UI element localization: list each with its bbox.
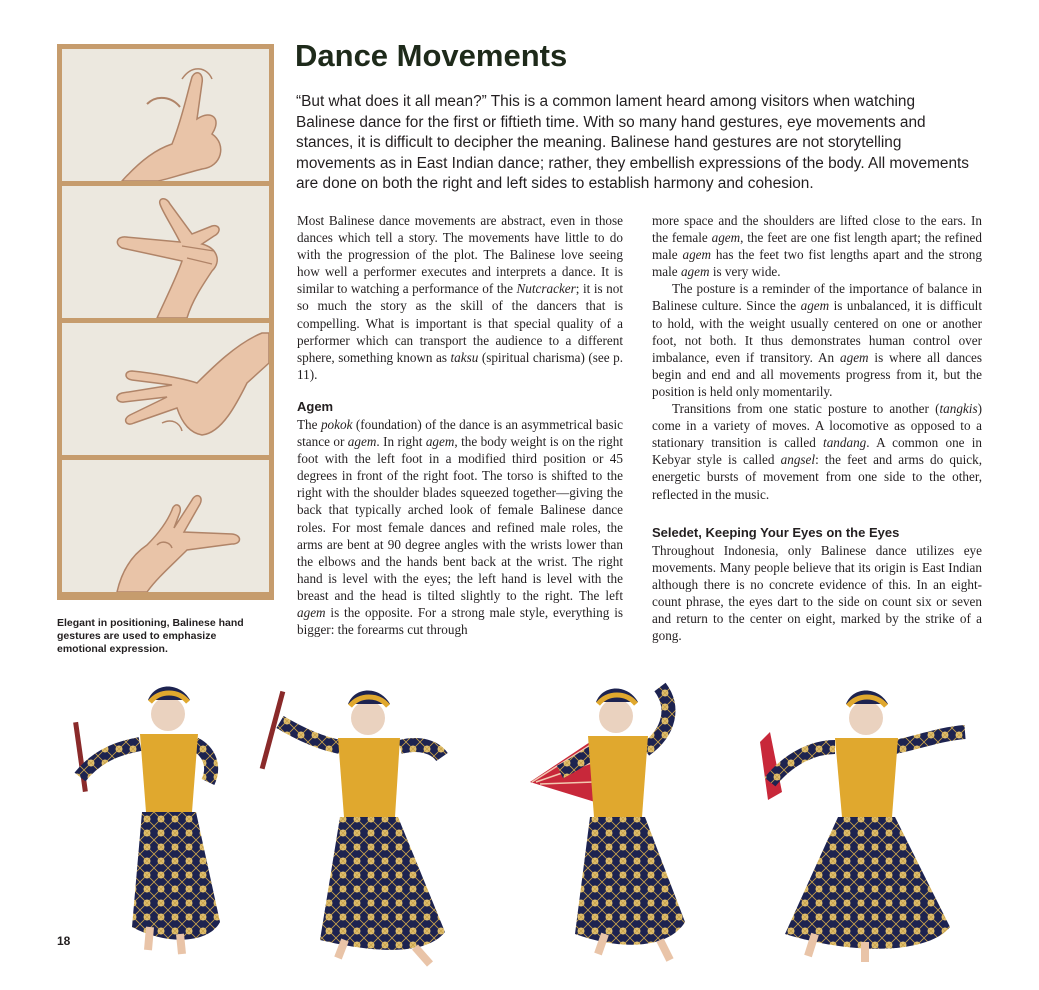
hand-gesture-photo-4 bbox=[62, 460, 269, 592]
paragraph-balance: The posture is a reminder of the importance of balance in Balinese culture. Since the agem is unbalanced, it is difficult to hold, with the weight usually centered on one or another foot, not both. It thus demonstrates human control over imbalance, even if transitory. An agem is where all dances begin and end and all movements progress from it, but the position is held only momentarily. bbox=[652, 281, 982, 399]
paragraph-agem-continued: more space and the shoulders are lifted close to the ears. In the female agem, the feet are one fist length apart; the refined male agem has the feet two fist lengths apart and the strong male agem is very wide. bbox=[652, 213, 983, 280]
dancer-figure-4 bbox=[760, 691, 965, 963]
left-text-column bbox=[297, 212, 623, 638]
image-caption: Elegant in positioning, Balinese hand gestures are used to emphasize emotional expression. bbox=[57, 617, 244, 655]
right-text-column bbox=[652, 212, 982, 644]
dancer-figure-3 bbox=[530, 687, 685, 960]
heading-seledet: Seledet, Keeping Your Eyes on the Eyes bbox=[652, 524, 900, 540]
dancer-figure-2 bbox=[260, 691, 445, 965]
dancer-photos bbox=[70, 672, 990, 972]
hand-gesture-image-strip bbox=[57, 44, 274, 600]
page-title: Dance Movements bbox=[295, 38, 568, 73]
paragraph-transitions: Transitions from one static posture to another (tangkis) come in a variety of moves. A locomotive as opposed to a stationary transition is called tandang. A common one in Kebyar style is called angsel: the feet and arms do quick, energetic bursts of movement from one side to the other, reflected in the music. bbox=[652, 401, 982, 502]
paragraph-agem: The pokok (foundation) of the dance is an asymmetrical basic stance or agem. In right agem, the body weight is on the right foot with the left foot in a modified third position or 45 degrees in front of the right foot. The torso is shifted to the right with the shoulder blades squeezed together—giving the back that typically arched look of female Balinese dance roles. For most female dances and refined male roles, the arms are bent at 90 degree angles with the wrists lower than the elbows and the hands bent back at the wrist. The right hand is level with the eyes; the left hand is level with the breast and the head is tilted slightly to the right. The left agem is the opposite. For a strong male style, everything is bigger: the forearms cut through bbox=[297, 416, 623, 638]
hand-gesture-photo-3 bbox=[62, 323, 269, 455]
hand-gesture-photo-2 bbox=[62, 186, 269, 318]
intro-paragraph: “But what does it all mean?” This is a common lament heard among visitors when watching Balinese dance for the first or fiftieth time. With so many hand gestures, eye movements and stances, it is difficult to decipher the meaning. Balinese hand gestures are not storytelling movements as in East Indian dance; rather, they embellish expressions of the body. All movements are done on both the right and left sides to establish harmony and cohesion. bbox=[296, 93, 969, 192]
page-number: 18 bbox=[57, 934, 71, 948]
hand-gesture-photo-1 bbox=[62, 49, 269, 181]
heading-agem: Agem bbox=[297, 398, 334, 414]
dancer-figure-1 bbox=[73, 687, 220, 955]
paragraph-seledet: Throughout Indonesia, only Balinese dance utilizes eye movements. Many people believe that its origin is East Indian although there is no concrete evidence of this. In an eight-count phrase, the eyes dart to the side on count six or seven and return to the center on eight, marked by the strike of a gong. bbox=[652, 542, 982, 644]
paragraph-abstract-movements: Most Balinese dance movements are abstract, even in those dances which tell a story. The movements have little to do with the progression of the plot. The Balinese love seeing how well a performer executes and interprets a dance. It is similar to watching a performance of the Nutcracker; it is not so much the story as the skill of the dancers that is compelling. What is important is that special quality of a performer which can transport the audience to a different sphere, something known as taksu (spiritual charisma) (see p. 11). bbox=[297, 213, 623, 382]
